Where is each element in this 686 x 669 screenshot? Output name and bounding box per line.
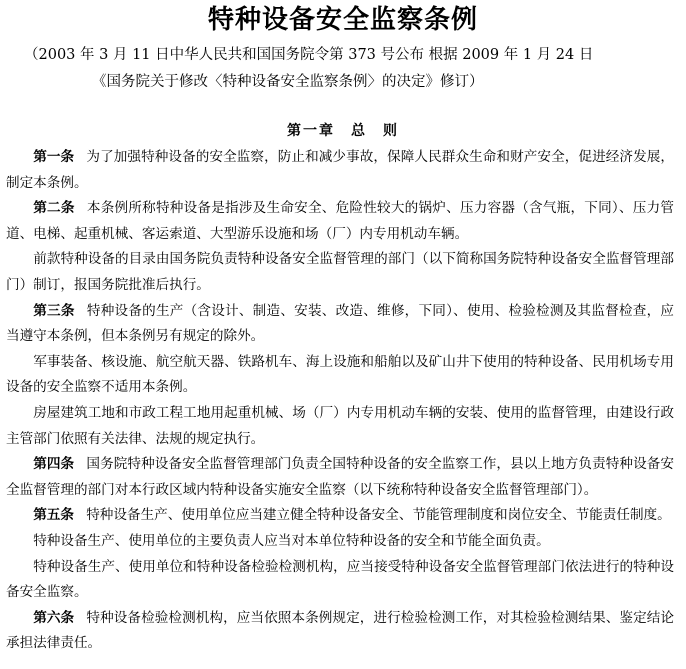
paragraph-article-5-clause-2 — [6, 529, 674, 555]
article-number: 第二条 — [33, 200, 75, 217]
paragraph-article-5 — [6, 503, 674, 529]
paragraph-article-2 — [6, 196, 674, 247]
document-subtitle-line-1: （2003 年 3 月 11 日中华人民共和国国务院令第 373 号公布 根据 2009 年 1 月 24 日 — [24, 47, 594, 63]
document-body — [6, 145, 674, 657]
paragraph-text: 国务院特种设备安全监督管理部门负责全国特种设备的安全监察工作，县以上地方负责特种设备安全监督管理的部门对本行政区域内特种设备实施安全监察（以下统称特种设备安全监督管理部门）。 — [6, 456, 674, 498]
document-subtitle-line-2: 《国务院关于修改〈特种设备安全监察条例〉的决定》修订） — [92, 74, 484, 90]
paragraph-text: 特种设备生产、使用单位应当建立健全特种设备安全、节能管理制度和岗位安全、节能责任制度。 — [86, 507, 671, 524]
paragraph-article-3-clause-3 — [6, 401, 674, 452]
paragraph-article-3-clause-2 — [6, 350, 674, 401]
article-number: 第五条 — [33, 507, 74, 524]
paragraph-article-2-clause-2 — [6, 247, 674, 298]
paragraph-article-5-clause-3 — [6, 555, 674, 606]
paragraph-article-6 — [6, 606, 674, 657]
paragraph-text: 特种设备生产、使用单位的主要负责人应当对本单位特种设备的安全和节能全面负责。 — [33, 532, 550, 549]
document-title: 特种设备安全监察条例 — [207, 5, 478, 35]
article-number: 第三条 — [33, 302, 75, 319]
paragraph-article-1 — [6, 145, 674, 196]
paragraph-text: 房屋建筑工地和市政工程工地用起重机械、场（厂）内专用机动车辆的安装、使用的监督管理，由建设行政主管部门依照有关法律、法规的规定执行。 — [6, 404, 674, 447]
article-number: 第四条 — [33, 456, 75, 473]
paragraph-article-4 — [6, 452, 674, 503]
paragraph-text: 为了加强特种设备的安全监察，防止和减少事故，保障人民群众生命和财产安全，促进经济发展，制定本条例。 — [6, 149, 674, 191]
paragraph-article-3 — [6, 299, 674, 350]
article-number: 第六条 — [33, 609, 75, 626]
paragraph-text: 特种设备生产、使用单位和特种设备检验检测机构，应当接受特种设备安全监督管理部门依法进行的特种设备安全监察。 — [6, 558, 674, 601]
article-number: 第一条 — [33, 149, 75, 165]
paragraph-text: 军事装备、核设施、航空航天器、铁路机车、海上设施和船舶以及矿山井下使用的特种设备、民用机场专用设备的安全监察不适用本条例。 — [6, 353, 674, 396]
paragraph-text: 前款特种设备的目录由国务院负责特种设备安全监督管理的部门（以下简称国务院特种设备安全监督管理部门）制订，报国务院批准后执行。 — [6, 251, 674, 293]
paragraph-text: 本条例所称特种设备是指涉及生命安全、危险性较大的锅炉、压力容器（含气瓶，下同）、压力管道、电梯、起重机械、客运索道、大型游乐设施和场（厂）内专用机动车辆。 — [6, 200, 674, 242]
chapter-heading: 第一章 总 则 — [287, 123, 399, 139]
paragraph-text: 特种设备检验检测机构，应当依照本条例规定，进行检验检测工作，对其检验检测结果、鉴定结论承担法律责任。 — [6, 609, 674, 652]
paragraph-text: 特种设备的生产（含设计、制造、安装、改造、维修，下同）、使用、检验检测及其监督检查，应当遵守本条例，但本条例另有规定的除外。 — [6, 302, 674, 345]
